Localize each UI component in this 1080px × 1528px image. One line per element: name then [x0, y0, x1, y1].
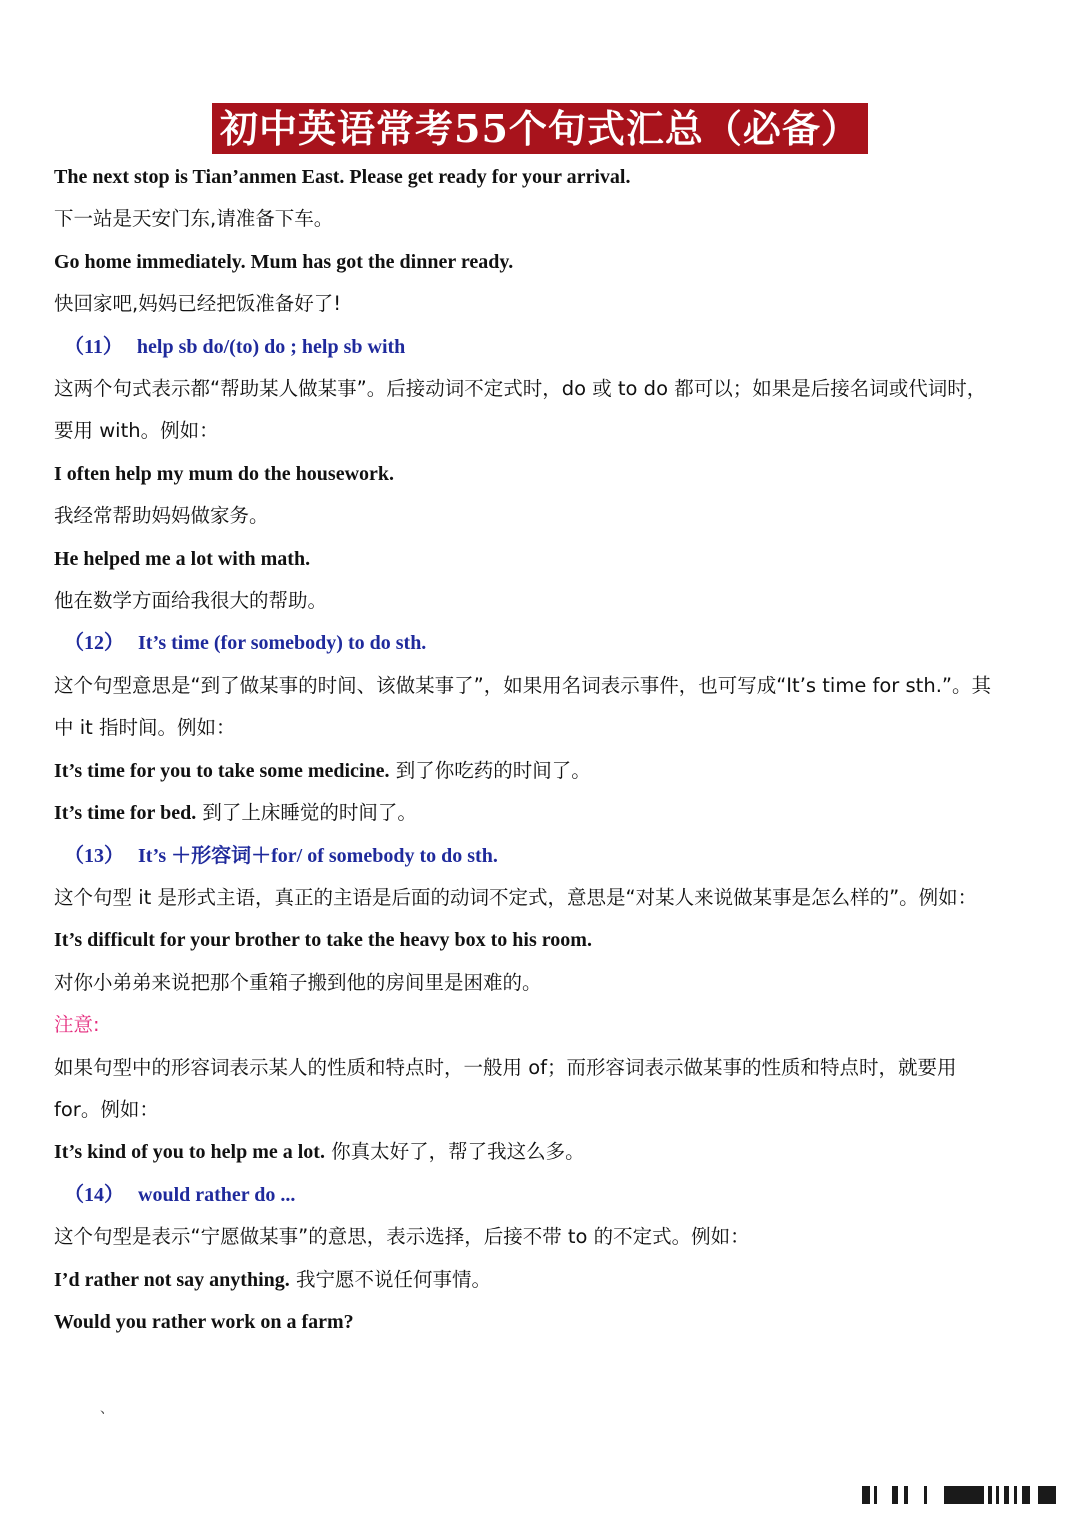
example-sentence: Go home immediately. Mum has got the dinner ready.	[54, 250, 514, 273]
explanation-paragraph: 如果句型中的形容词表示某人的性质和特点时，一般用 of；而形容词表示做某事的性质和特点时，就要用 for。例如：	[54, 1055, 957, 1121]
watermark-barcode-icon	[862, 1484, 1060, 1506]
explanation-paragraph: 这个句型意思是“到了做某事的时间、该做某事了”，如果用名词表示事件，也可写成“It’s time for sth.”。其中 it 指时间。例如：	[54, 673, 991, 740]
section-heading-12	[54, 622, 994, 664]
section-title: help sb do/(to) do ; help sb with	[136, 335, 406, 358]
section-number: （11）	[64, 335, 123, 358]
note-label: 注意:	[54, 1013, 100, 1037]
stray-mark: 、	[100, 1401, 114, 1417]
section-number: （13）	[64, 844, 124, 867]
explanation-paragraph: 这个句型 it 是形式主语，真正的主语是后面的动词不定式，意思是“对某人来说做某事是怎么样的”。例如：	[54, 885, 978, 909]
translation: 我宁愿不说任何事情。	[295, 1267, 491, 1291]
example-line	[54, 750, 994, 792]
translation: 对你小弟弟来说把那个重箱子搬到他的房间里是困难的。	[54, 970, 542, 994]
example-sentence: It’s difficult for your brother to take the heavy box to his room.	[54, 929, 592, 952]
section-heading-13	[54, 835, 994, 877]
example-line	[54, 1131, 994, 1173]
explanation-paragraph: 这两个句式表示都“帮助某人做某事”。后接动词不定式时，do 或 to do 都可以；如果是后接名词或代词时，要用 with。例如：	[54, 377, 987, 443]
example-sentence: He helped me a lot with math.	[54, 547, 311, 570]
example-sentence: Would you rather work on a farm?	[54, 1310, 354, 1333]
example-sentence: It’s time for bed.	[54, 802, 197, 825]
page-title: 初中英语常考55个句式汇总（必备）	[212, 103, 868, 154]
section-number: （14）	[64, 1183, 124, 1206]
section-heading-14	[54, 1174, 994, 1216]
translation: 到了你吃药的时间了。	[395, 758, 591, 782]
example-sentence: The next stop is Tian’anmen East. Please get ready for your arrival.	[54, 166, 631, 188]
section-title: It’s ＋形容词＋for/ of somebody to do sth.	[138, 844, 498, 867]
example-sentence: It’s time for you to take some medicine.	[54, 759, 390, 782]
example-sentence: I often help my mum do the housework.	[54, 462, 395, 485]
example-sentence: I’d rather not say anything.	[54, 1268, 290, 1291]
translation: 我经常帮助妈妈做家务。	[54, 504, 269, 528]
example-line	[54, 1259, 994, 1301]
document-body	[54, 156, 994, 1343]
section-title: would rather do ...	[138, 1183, 296, 1206]
section-number: （12）	[64, 632, 124, 655]
translation: 快回家吧,妈妈已经把饭准备好了!	[54, 292, 342, 316]
example-sentence: It’s kind of you to help me a lot.	[54, 1141, 325, 1164]
explanation-paragraph: 这个句型是表示“宁愿做某事”的意思，表示选择，后接不带 to 的不定式。例如：	[54, 1225, 750, 1249]
title-container	[0, 103, 1080, 154]
translation: 到了上床睡觉的时间了。	[202, 801, 417, 825]
translation: 下一站是天安门东,请准备下车。	[54, 207, 334, 231]
section-heading-11	[54, 326, 994, 368]
example-line	[54, 792, 994, 834]
translation: 他在数学方面给我很大的帮助。	[54, 589, 328, 613]
section-title: It’s time (for somebody) to do sth.	[138, 632, 427, 655]
translation: 你真太好了，帮了我这么多。	[331, 1140, 585, 1164]
